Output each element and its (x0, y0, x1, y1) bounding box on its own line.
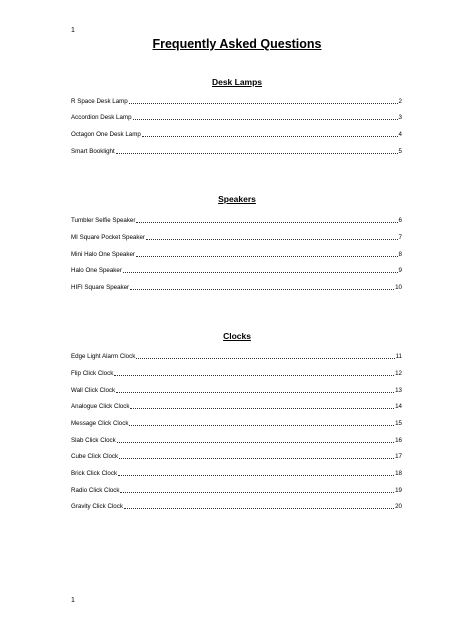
toc-entry[interactable] (71, 402, 402, 411)
toc-entry-page: 7 (398, 234, 402, 241)
toc-entry-label: Tumbler Selfie Speaker (71, 217, 136, 224)
toc-entry-label: Radio Click Clock (71, 487, 120, 494)
toc-entry-label: Message Click Clock (71, 420, 129, 427)
toc-entry[interactable] (71, 469, 402, 478)
toc-entry[interactable] (71, 352, 402, 361)
toc-entry-label: Analogue Click Clock (71, 403, 130, 410)
dot-leader (136, 256, 398, 257)
dot-leader (124, 508, 394, 509)
dot-leader (129, 425, 394, 426)
dot-leader (146, 239, 398, 240)
toc-entry-label: HIFI Square Speaker (71, 284, 130, 291)
dot-leader (116, 392, 394, 393)
toc-entry-page: 10 (395, 284, 402, 291)
toc-entry-label: Accordion Desk Lamp (71, 114, 132, 121)
header-page-number: 1 (71, 27, 75, 34)
toc-entry-label: Wall Click Clock (71, 387, 116, 394)
dot-leader (123, 272, 398, 273)
toc-entry[interactable] (71, 97, 402, 106)
dot-leader (117, 442, 394, 443)
dot-leader (136, 222, 397, 223)
dot-leader (114, 375, 394, 376)
toc-entry-label: Flip Click Clock (71, 370, 114, 377)
dot-leader (133, 119, 398, 120)
toc-entry[interactable] (71, 386, 402, 395)
toc-entry-page: 18 (395, 470, 402, 477)
dot-leader (136, 358, 394, 359)
toc-entry[interactable] (71, 283, 402, 292)
section-heading-desk-lamps: Desk Lamps (211, 77, 263, 87)
toc-entry-page: 19 (395, 487, 402, 494)
dot-leader (142, 136, 398, 137)
toc-entry[interactable] (71, 486, 402, 495)
toc-entry-page: 16 (395, 437, 402, 444)
toc-entry-page: 11 (395, 353, 402, 360)
toc-entry-page: 13 (395, 387, 402, 394)
toc-entry[interactable] (71, 436, 402, 445)
toc-entry-page: 15 (395, 420, 402, 427)
section-heading-clocks: Clocks (223, 331, 251, 341)
document-title: Frequently Asked Questions (152, 37, 322, 51)
toc-entry[interactable] (71, 113, 402, 122)
toc-entry-page: 2 (398, 98, 402, 105)
toc-entry-page: 20 (395, 503, 402, 510)
toc-entry-label: Gravity Click Clock (71, 503, 123, 510)
toc-entry-label: R Space Desk Lamp (71, 98, 128, 105)
dot-leader (118, 475, 394, 476)
toc-entry-label: Halo One Speaker (71, 267, 122, 274)
toc-entry-page: 8 (398, 251, 402, 258)
toc-entry[interactable] (71, 266, 402, 275)
toc-entry-page: 17 (395, 453, 402, 460)
toc-entry-page: 9 (398, 267, 402, 274)
toc-entry[interactable] (71, 419, 402, 428)
toc-entry[interactable] (71, 452, 402, 461)
toc-entry-page: 4 (398, 131, 402, 138)
toc-entry[interactable] (71, 216, 402, 225)
toc-entry[interactable] (71, 502, 402, 511)
toc-entry-page: 14 (395, 403, 402, 410)
section-heading-speakers: Speakers (218, 194, 256, 204)
toc-entry-label: Smart Booklight (71, 148, 115, 155)
dot-leader (119, 458, 394, 459)
dot-leader (130, 408, 394, 409)
toc-entry[interactable] (71, 147, 402, 156)
toc-entry-label: Edge Light Alarm Clock (71, 353, 136, 360)
toc-entry-page: 12 (395, 370, 402, 377)
dot-leader (129, 103, 398, 104)
toc-entry-page: 3 (398, 114, 402, 121)
dot-leader (116, 153, 398, 154)
toc-entry-label: Cube Click Clock (71, 453, 119, 460)
dot-leader (120, 492, 394, 493)
toc-entry[interactable] (71, 233, 402, 242)
toc-entry-label: Mini Halo One Speaker (71, 251, 135, 258)
toc-entry-page: 6 (398, 217, 402, 224)
toc-entry-label: Octagon One Desk Lamp (71, 131, 141, 138)
toc-entry-page: 5 (398, 148, 402, 155)
toc-entry-label: Slab Click Clock (71, 437, 116, 444)
toc-entry[interactable] (71, 130, 402, 139)
footer-page-number: 1 (71, 597, 75, 604)
toc-entry-label: MI Square Pocket Speaker (71, 234, 145, 241)
toc-entry[interactable] (71, 369, 402, 378)
dot-leader (130, 289, 394, 290)
toc-entry-label: Brick Click Clock (71, 470, 118, 477)
toc-entry[interactable] (71, 250, 402, 259)
